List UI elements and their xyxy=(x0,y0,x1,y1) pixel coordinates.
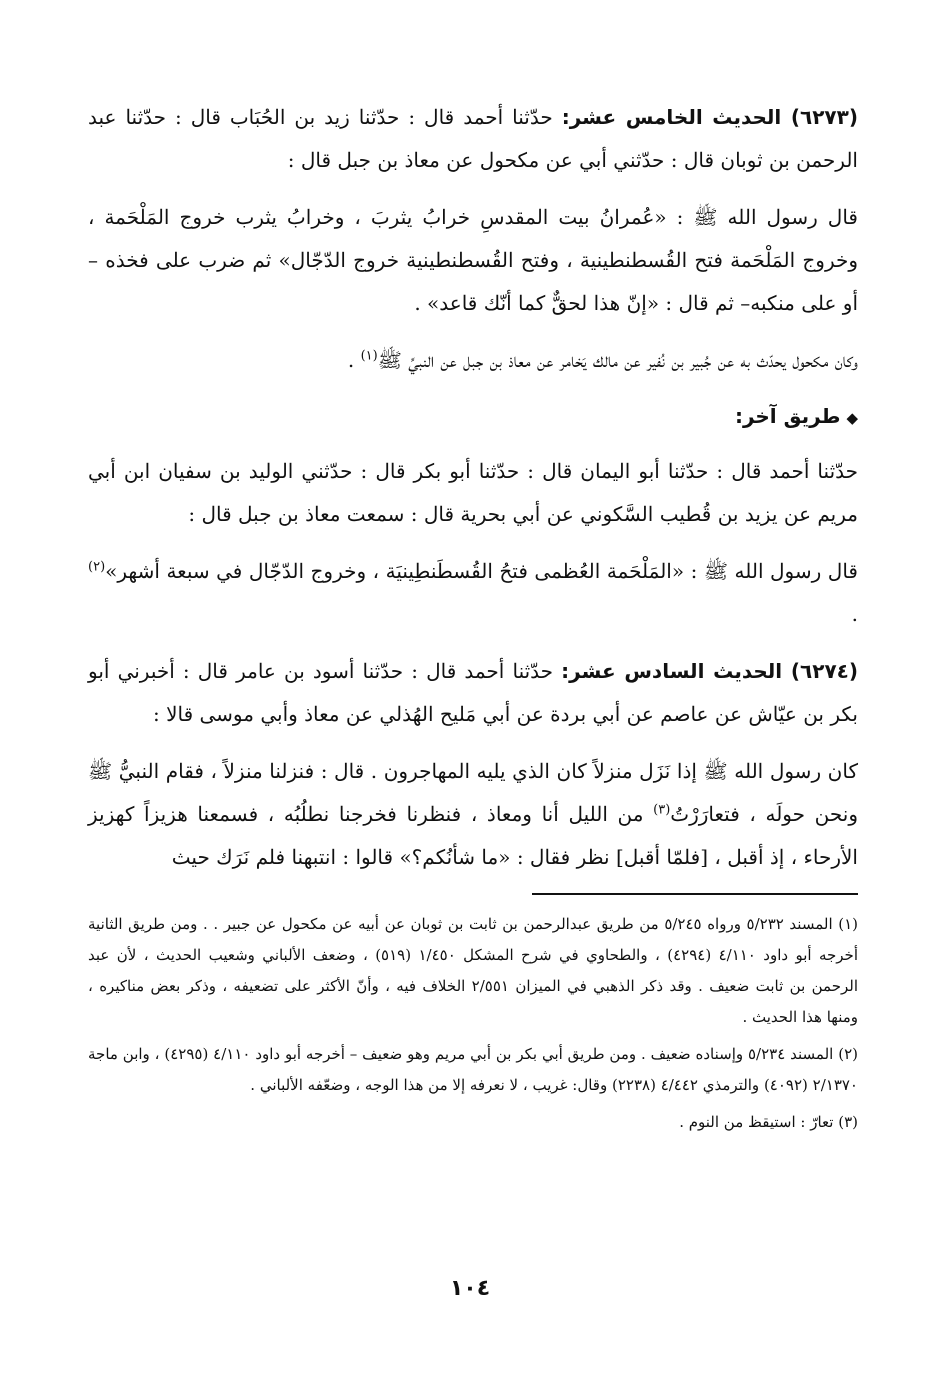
other-route-heading-text: طريق آخر: xyxy=(734,404,841,428)
hadith-6274-matn-part2: من الليل أنا ومعاذ ، فنظرنا فخرجنا نطلُبُه ، فسمعنا هزيزاً كهزيز الأرحاء ، إذ أقبل ، [فلمّا أقبل] نظر فقال : «ما شأنُكم؟» قالوا : انتبهنا فلم نَرَك حيث xyxy=(88,802,858,869)
page-number: ١٠٤ xyxy=(449,1276,491,1301)
hadith-6274-matn-part1: كان رسول الله ﷺ إذا نَزَل منزلاً كان الذي يليه المهاجرون . قال : فنزلنا منزلاً ، فقام النبيُّ ﷺ ونحن حولَه ، فتعارَرْتُ xyxy=(88,759,858,826)
footnote-2: (٢) المسند ٥/٢٣٤ وإسناده ضعيف . ومن طريق أبي بكر بن أبي مريم وهو ضعيف – أخرجه أبو داود ٤/١١٠ (٤٢٩٥) ، وابن ماجة ٢/١٣٧٠ (٤٠٩٢) والترمذي ٤/٤٤٢ (٢٢٣٨) وقال: غريب ، لا نعرفه إلا من هذا الوجه ، وضعّفه الألباني . xyxy=(88,1045,858,1094)
hadith-6274-title: (٦٢٧٤) الحديث السادس عشر: xyxy=(561,659,858,683)
footnote-3: (٣) تعارّ : استيقظ من النوم . xyxy=(679,1113,858,1131)
hadith-6273-title: (٦٢٧٣) الحديث الخامس عشر: xyxy=(561,105,858,129)
hadith-6273-isnad xyxy=(88,96,858,182)
hadith-6273-matn: قال رسول الله ﷺ : «عُمرانُ بيت المقدسِ خرابُ يثربَ ، وخرابُ يثرب خروج المَلْحَمة ، وخروج المَلْحَمة فتح القُسطنطينية ، وفتح القُسطنطينية خروج الدّجّال» ثم ضرب على فخذه – أو على منكبه– ثم قال : «إنّ هذا لحقٌّ كما أنّك قاعد» . xyxy=(88,205,858,315)
footnote-1: (١) المسند ٥/٢٣٢ ورواه ٥/٢٤٥ من طريق عبدالرحمن بن ثابت بن ثوبان عن أبيه عن مكحول عن جبير . . ومن طريق الثانية أخرجه أبو داود ٤/١١٠ (٤٢٩٤) ، والطحاوي في شرح المشكل ١/٤٥٠ (٥١٩) ، وضعف الألباني وشعيب الحديث ، لأن عبد الرحمن بن ثابت ضعيف . وقد ذكر الذهبي في الميزان ٢/٥٥١ الخلاف فيه ، وأنّ الأكثر على تضعيفه ، وذكر بعض مناكيره ، ومنها هذا الحديث . xyxy=(88,915,858,1026)
other-route-heading xyxy=(88,396,858,438)
footnote-separator xyxy=(532,893,858,895)
other-route-matn-end: . xyxy=(851,602,858,626)
diamond-bullet-icon: ◆ xyxy=(846,409,858,427)
hadith-6274-matn xyxy=(88,750,858,879)
other-route-matn xyxy=(88,550,858,636)
footnote-ref-3[interactable]: (٣) xyxy=(653,802,671,818)
other-route-matn-text: قال رسول الله ﷺ : «المَلْحَمة العُظمى فتحُ القُسطَنطِينيَة ، وخروج الدّجّال في سبعة أشهر» xyxy=(105,559,858,583)
hadith-6273-note-end: . xyxy=(347,348,361,372)
hadith-6273-note-text: وكان مكحول يحدّث به عن جُبير بن نُفير عن مالك يَخامر عن معاذ بن جبل عن النبيِّ ﷺ xyxy=(377,348,858,372)
other-route-isnad: حدّثنا أحمد قال : حدّثنا أبو اليمان قال : حدّثنا أبو بكر قال : حدّثني الوليد بن سفيان ابن أبي مريم عن يزيد بن قُطيب السَّكوني عن أبي بحرية قال : سمعت معاذ بن جبل قال : xyxy=(88,459,858,526)
hadith-6274-isnad xyxy=(88,650,858,736)
footnote-ref-1[interactable]: (١) xyxy=(360,348,378,364)
hadith-6274-isnad-text: حدّثنا أحمد قال : حدّثنا أسود بن عامر قال : أخبرني أبو بكر بن عيّاش عن عاصم عن أبي بردة عن أبي مَليح الهُذلي عن معاذ وأبي موسى قالا : xyxy=(88,659,858,726)
footnote-ref-2[interactable]: (٢) xyxy=(88,559,106,575)
hadith-6273-note xyxy=(88,339,858,382)
hadith-6273-isnad-text: حدّثنا أحمد قال : حدّثنا زيد بن الحُبَاب قال : حدّثنا عبد الرحمن بن ثوبان قال : حدّثني أبي عن مكحول عن معاذ بن جبل قال : xyxy=(88,105,858,172)
